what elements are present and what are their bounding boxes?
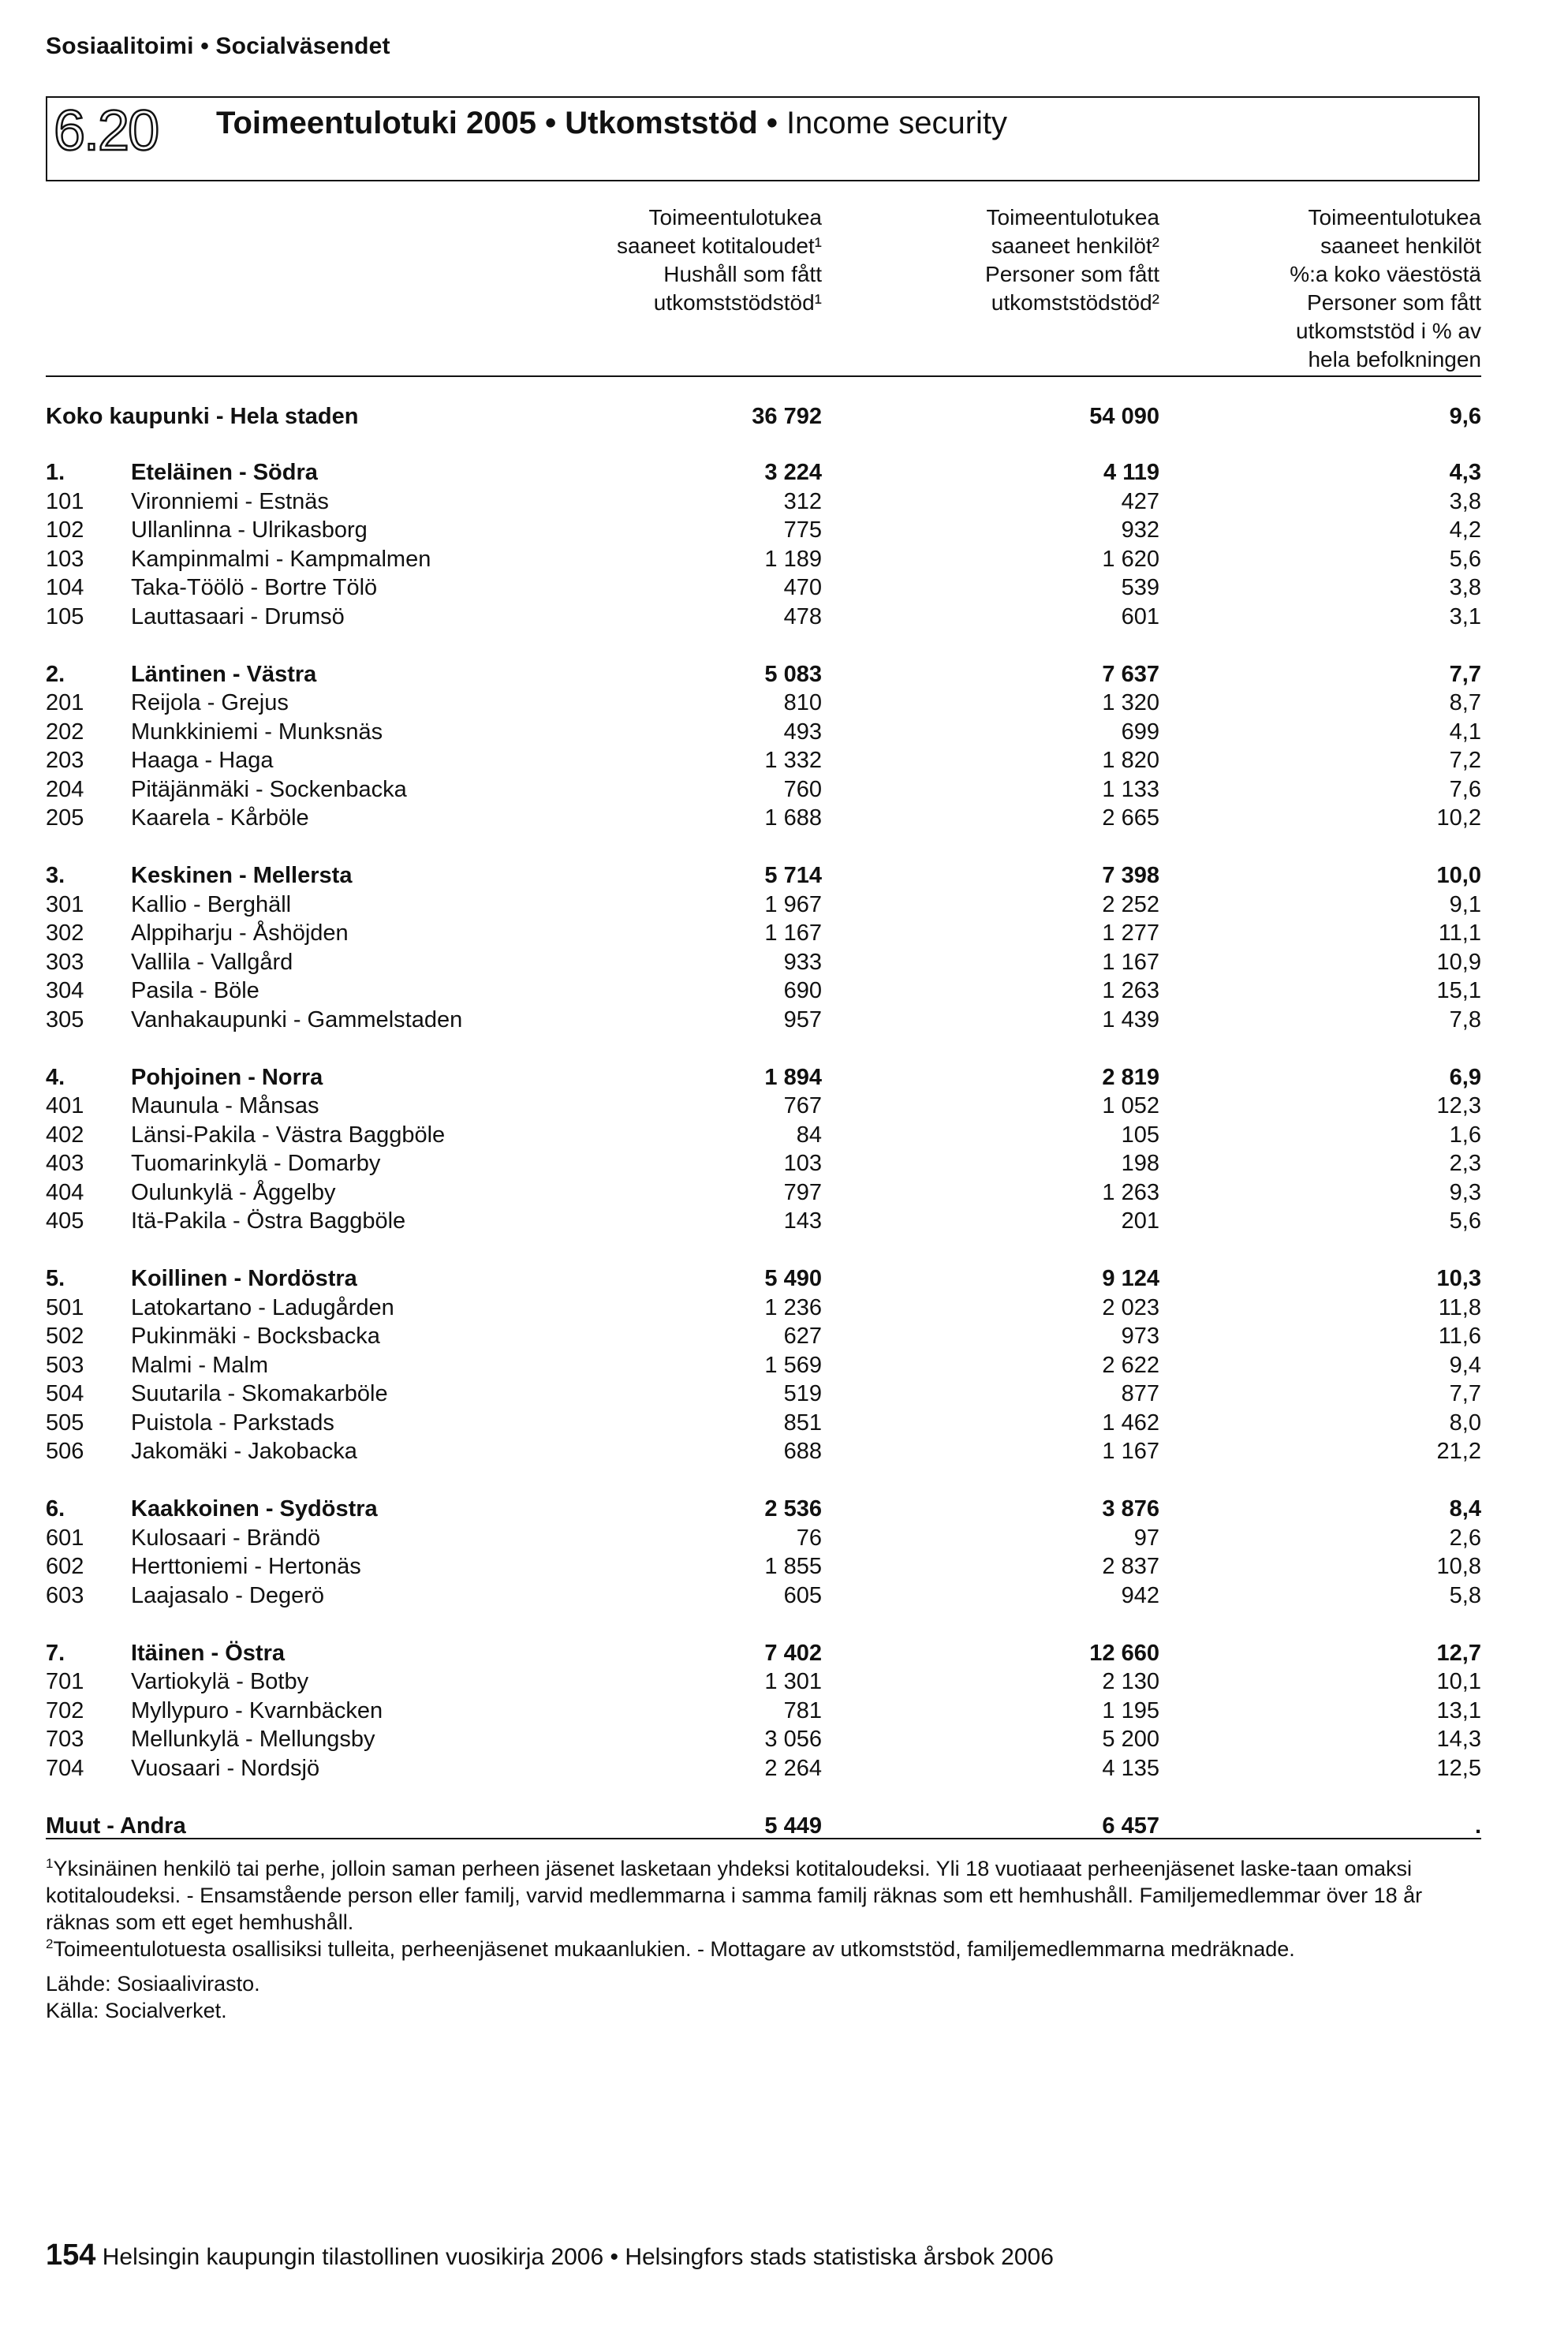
district-name: Kampinmalmi - Kampmalmen (131, 546, 431, 572)
households-value: 1 332 (764, 748, 822, 773)
district-name: Vironniemi - Estnäs (131, 488, 329, 514)
persons-value: 942 (1121, 1582, 1159, 1608)
table-bottom-rule (46, 1838, 1481, 1839)
column-header-line: saaneet henkilöt² (991, 233, 1159, 258)
table-row (0, 919, 1568, 947)
households-value: 470 (783, 575, 822, 600)
district-code: 6. (46, 1496, 65, 1522)
persons-value: 1 052 (1102, 1093, 1159, 1118)
percent-value: 12,7 (1436, 1640, 1481, 1666)
percent-value: 8,7 (1449, 690, 1481, 715)
table-row (0, 516, 1568, 544)
percent-value: 9,6 (1449, 404, 1481, 429)
households-value: 957 (783, 1006, 822, 1032)
persons-value: 105 (1121, 1122, 1159, 1148)
district-name: Eteläinen - Södra (131, 460, 318, 485)
district-name: Koko kaupunki - Hela staden (46, 404, 359, 429)
table-row (0, 746, 1568, 775)
persons-value: 7 398 (1102, 863, 1159, 888)
households-value: 1 189 (764, 546, 822, 572)
district-name: Läntinen - Västra (131, 661, 317, 687)
households-value: 5 083 (764, 661, 822, 687)
district-code: 602 (46, 1554, 84, 1579)
percent-value: 7,6 (1449, 776, 1481, 802)
persons-value: 1 320 (1102, 690, 1159, 715)
district-name: Muut - Andra (46, 1813, 186, 1839)
percent-value: 4,3 (1449, 460, 1481, 485)
district-code: 101 (46, 488, 84, 514)
district-code: 202 (46, 719, 84, 745)
table-row (0, 891, 1568, 919)
persons-value: 2 252 (1102, 891, 1159, 917)
table-row (0, 775, 1568, 804)
table-row (0, 603, 1568, 631)
households-value: 5 449 (764, 1813, 822, 1839)
persons-value: 427 (1121, 488, 1159, 514)
table-row (0, 1351, 1568, 1380)
section-header: Sosiaalitoimi • Socialväsendet (46, 33, 390, 59)
district-code: 404 (46, 1179, 84, 1205)
percent-value: 7,2 (1449, 748, 1481, 773)
footnote-text: Toimeentulotuesta osallisiksi tulleita, perheenjäsenet mukaanlukien. - Mottagare av utkomststöd, familjemedlemmarna medräknade. (53, 1937, 1295, 1961)
households-value: 143 (783, 1208, 822, 1234)
district-name: Puistola - Parkstads (131, 1410, 334, 1436)
percent-value: 10,0 (1436, 863, 1481, 888)
district-name: Malmi - Malm (131, 1352, 268, 1378)
district-name: Laajasalo - Degerö (131, 1582, 325, 1608)
footnote-1 (46, 1855, 1489, 1936)
district-code: 102 (46, 517, 84, 543)
households-value: 1 855 (764, 1554, 822, 1579)
percent-value: 2,3 (1449, 1151, 1481, 1176)
source-line-sv: Källa: Socialverket. (46, 1999, 227, 2022)
other-row (0, 1812, 1568, 1840)
column-header-line: Hushåll som fått (663, 262, 822, 286)
persons-value: 97 (1133, 1525, 1159, 1551)
persons-value: 877 (1121, 1381, 1159, 1406)
district-code: 5. (46, 1266, 65, 1291)
district-code: 505 (46, 1410, 84, 1436)
households-value: 76 (796, 1525, 822, 1551)
district-name: Vallila - Vallgård (131, 949, 293, 975)
column-header-line: %:a koko väestöstä (1290, 262, 1481, 286)
households-value: 103 (783, 1151, 822, 1176)
table-title (216, 106, 1007, 141)
percent-value: 6,9 (1449, 1064, 1481, 1090)
column-header-line: saaneet kotitaloudet¹ (617, 233, 822, 258)
group-row (0, 861, 1568, 890)
table-row (0, 976, 1568, 1005)
group-row (0, 660, 1568, 689)
persons-value: 6 457 (1102, 1813, 1159, 1839)
households-value: 84 (796, 1122, 822, 1148)
district-name: Vuosaari - Nordsjö (131, 1755, 320, 1781)
district-name: Pitäjänmäki - Sockenbacka (131, 776, 407, 802)
percent-value: 7,7 (1449, 1381, 1481, 1406)
footnote-text: Yksinäinen henkilö tai perhe, jolloin saman perheen jäsenet lasketaan yhdeksi kotitaloudeksi. Yli 18 vuotiaaat perheenjäsenet laske-taan omaksi kotitaloudeksi. - Ensamstående person eller familj, varvid medlemmarna i samma familj räknas som ett hemhushåll. Familjemedlemmar över 18 år räknas som ett eget hemhushåll. (46, 1857, 1423, 1934)
district-code: 704 (46, 1755, 84, 1781)
households-value: 851 (783, 1410, 822, 1436)
district-code: 2. (46, 661, 65, 687)
persons-value: 7 637 (1102, 661, 1159, 687)
table-title-bold: Toimeentulotuki 2005 • Utkomststöd • (216, 106, 778, 140)
households-value: 690 (783, 978, 822, 1003)
table-row (0, 948, 1568, 976)
persons-value: 1 277 (1102, 920, 1159, 946)
households-value: 1 894 (764, 1064, 822, 1090)
persons-value: 9 124 (1102, 1266, 1159, 1291)
table-row (0, 1380, 1568, 1408)
district-code: 201 (46, 690, 84, 715)
persons-value: 2 130 (1102, 1669, 1159, 1694)
households-value: 2 536 (764, 1496, 822, 1522)
column-header-line: saaneet henkilöt (1320, 233, 1481, 258)
table-row (0, 718, 1568, 746)
households-value: 7 402 (764, 1640, 822, 1666)
district-name: Pohjoinen - Norra (131, 1064, 323, 1090)
persons-value: 601 (1121, 603, 1159, 629)
persons-value: 5 200 (1102, 1727, 1159, 1752)
district-code: 104 (46, 575, 84, 600)
district-name: Keskinen - Mellersta (131, 863, 353, 888)
table-row (0, 1524, 1568, 1552)
group-row (0, 1063, 1568, 1092)
group-row (0, 1639, 1568, 1667)
percent-value: 11,1 (1438, 920, 1481, 946)
district-code: 402 (46, 1122, 84, 1148)
group-row (0, 458, 1568, 487)
households-value: 627 (783, 1324, 822, 1349)
district-code: 205 (46, 805, 84, 831)
district-name: Kulosaari - Brändö (131, 1525, 321, 1551)
persons-value: 4 119 (1103, 460, 1159, 485)
district-code: 1. (46, 460, 65, 485)
district-name: Reijola - Grejus (131, 690, 289, 715)
households-value: 36 792 (752, 404, 822, 429)
table-row (0, 1697, 1568, 1725)
district-code: 203 (46, 748, 84, 773)
table-row (0, 1725, 1568, 1753)
percent-value: 10,1 (1436, 1669, 1481, 1694)
district-code: 105 (46, 603, 84, 629)
percent-value: 14,3 (1436, 1727, 1481, 1752)
district-code: 501 (46, 1294, 84, 1320)
district-name: Kaarela - Kårböle (131, 805, 309, 831)
table-row (0, 1409, 1568, 1437)
district-code: 301 (46, 891, 84, 917)
table-row (0, 1207, 1568, 1235)
group-row (0, 1264, 1568, 1293)
district-code: 305 (46, 1006, 84, 1032)
district-code: 3. (46, 863, 65, 888)
district-code: 103 (46, 546, 84, 572)
percent-value: 3,1 (1449, 603, 1481, 629)
table-row (0, 1667, 1568, 1696)
persons-value: 1 263 (1102, 1179, 1159, 1205)
table-row (0, 1121, 1568, 1149)
district-code: 702 (46, 1697, 84, 1723)
persons-value: 198 (1121, 1151, 1159, 1176)
households-value: 775 (783, 517, 822, 543)
percent-value: 7,8 (1449, 1006, 1481, 1032)
percent-value: 5,6 (1449, 546, 1481, 572)
district-name: Itä-Pakila - Östra Baggböle (131, 1208, 406, 1234)
households-value: 605 (783, 1582, 822, 1608)
percent-value: 3,8 (1449, 488, 1481, 514)
percent-value: 5,8 (1449, 1582, 1481, 1608)
district-name: Kaakkoinen - Sydöstra (131, 1496, 378, 1522)
percent-value: 10,9 (1436, 949, 1481, 975)
households-value: 1 688 (764, 805, 822, 831)
district-code: 703 (46, 1727, 84, 1752)
table-row (0, 1294, 1568, 1322)
persons-value: 2 837 (1102, 1554, 1159, 1579)
column-header-line: utkomststöd i % av (1296, 319, 1481, 343)
percent-value: . (1474, 1813, 1481, 1839)
percent-value: 10,2 (1436, 805, 1481, 831)
district-name: Länsi-Pakila - Västra Baggböle (131, 1122, 446, 1148)
households-value: 5 490 (764, 1266, 822, 1291)
households-value: 5 714 (764, 863, 822, 888)
percent-value: 7,7 (1449, 661, 1481, 687)
percent-value: 3,8 (1449, 575, 1481, 600)
footnote-2 (46, 1936, 1489, 1962)
households-value: 3 224 (764, 460, 822, 485)
persons-value: 973 (1121, 1324, 1159, 1349)
percent-value: 10,3 (1436, 1266, 1481, 1291)
district-name: Kallio - Berghäll (131, 891, 292, 917)
source-note (46, 1970, 260, 2024)
persons-value: 2 665 (1102, 805, 1159, 831)
persons-value: 539 (1121, 575, 1159, 600)
table-title-box (46, 96, 1480, 181)
group-row (0, 1495, 1568, 1523)
district-name: Haaga - Haga (131, 748, 274, 773)
households-value: 781 (783, 1697, 822, 1723)
column-header-line: Toimeentulotukea (986, 205, 1159, 230)
district-name: Mellunkylä - Mellungsby (131, 1727, 375, 1752)
persons-value: 1 620 (1102, 546, 1159, 572)
table-row (0, 1006, 1568, 1034)
households-value: 760 (783, 776, 822, 802)
column-header-percent (1290, 204, 1481, 374)
district-code: 403 (46, 1151, 84, 1176)
district-code: 304 (46, 978, 84, 1003)
district-name: Munkkiniemi - Munksnäs (131, 719, 383, 745)
table-row (0, 1092, 1568, 1120)
households-value: 2 264 (764, 1755, 822, 1781)
households-value: 767 (783, 1093, 822, 1118)
column-header-line: Toimeentulotukea (1308, 205, 1481, 230)
district-code: 303 (46, 949, 84, 975)
persons-value: 1 133 (1102, 776, 1159, 802)
district-name: Koillinen - Nordöstra (131, 1266, 357, 1291)
percent-value: 9,1 (1449, 891, 1481, 917)
percent-value: 15,1 (1436, 978, 1481, 1003)
district-code: 504 (46, 1381, 84, 1406)
district-name: Alppiharju - Åshöjden (131, 920, 349, 946)
table-title-normal: Income security (777, 106, 1008, 140)
table-row (0, 1149, 1568, 1178)
households-value: 810 (783, 690, 822, 715)
column-header-line: utkomststödstöd¹ (653, 290, 822, 315)
district-code: 4. (46, 1064, 65, 1090)
column-header-line: Personer som fått (1307, 290, 1481, 315)
percent-value: 11,6 (1438, 1324, 1481, 1349)
persons-value: 54 090 (1089, 404, 1159, 429)
percent-value: 9,3 (1449, 1179, 1481, 1205)
table-row (0, 1322, 1568, 1350)
households-value: 1 301 (764, 1669, 822, 1694)
footer-text: Helsingin kaupungin tilastollinen vuosikirja 2006 • Helsingfors stads statistiska årsbok 2006 (102, 2244, 1054, 2270)
percent-value: 12,5 (1436, 1755, 1481, 1781)
percent-value: 12,3 (1436, 1093, 1481, 1118)
district-code: 401 (46, 1093, 84, 1118)
percent-value: 2,6 (1449, 1525, 1481, 1551)
percent-value: 4,1 (1449, 719, 1481, 745)
district-code: 502 (46, 1324, 84, 1349)
table-row (0, 487, 1568, 516)
percent-value: 11,8 (1438, 1294, 1481, 1320)
table-row (0, 1437, 1568, 1466)
percent-value: 13,1 (1436, 1697, 1481, 1723)
households-value: 312 (783, 488, 822, 514)
column-header-persons (985, 204, 1159, 317)
total-row (0, 402, 1568, 431)
footnote-mark: 1 (46, 1856, 54, 1871)
percent-value: 1,6 (1449, 1122, 1481, 1148)
percent-value: 8,0 (1449, 1410, 1481, 1436)
district-name: Lauttasaari - Drumsö (131, 603, 345, 629)
district-code: 506 (46, 1439, 84, 1464)
district-code: 601 (46, 1525, 84, 1551)
persons-value: 932 (1121, 517, 1159, 543)
households-value: 797 (783, 1179, 822, 1205)
district-name: Vanhakaupunki - Gammelstaden (131, 1006, 463, 1032)
column-header-line: hela befolkningen (1308, 347, 1481, 372)
persons-value: 2 819 (1102, 1064, 1159, 1090)
households-value: 1 967 (764, 891, 822, 917)
persons-value: 2 622 (1102, 1352, 1159, 1378)
table-row (0, 1178, 1568, 1207)
table-row (0, 689, 1568, 717)
district-name: Latokartano - Ladugården (131, 1294, 394, 1320)
district-code: 7. (46, 1640, 65, 1666)
households-value: 1 236 (764, 1294, 822, 1320)
district-name: Jakomäki - Jakobacka (131, 1439, 357, 1464)
district-name: Suutarila - Skomakarböle (131, 1381, 388, 1406)
percent-value: 4,2 (1449, 517, 1481, 543)
households-value: 933 (783, 949, 822, 975)
percent-value: 10,8 (1436, 1554, 1481, 1579)
district-name: Maunula - Månsas (131, 1093, 319, 1118)
persons-value: 4 135 (1102, 1755, 1159, 1781)
table-row (0, 1552, 1568, 1581)
page-number: 154 (46, 2239, 96, 2272)
district-name: Oulunkylä - Åggelby (131, 1179, 336, 1205)
footnote-mark: 2 (46, 1936, 54, 1951)
households-value: 1 167 (764, 920, 822, 946)
district-name: Taka-Töölö - Bortre Tölö (131, 575, 378, 600)
column-header-line: utkomststödstöd² (991, 290, 1159, 315)
persons-value: 12 660 (1089, 1640, 1159, 1666)
percent-value: 9,4 (1449, 1352, 1481, 1378)
persons-value: 1 439 (1102, 1006, 1159, 1032)
district-code: 603 (46, 1582, 84, 1608)
source-line-fi: Lähde: Sosiaalivirasto. (46, 1972, 260, 1996)
persons-value: 1 195 (1102, 1697, 1159, 1723)
table-row (0, 804, 1568, 832)
households-value: 478 (783, 603, 822, 629)
column-header-households (617, 204, 822, 317)
district-code: 302 (46, 920, 84, 946)
percent-value: 5,6 (1449, 1208, 1481, 1234)
column-header-line: Toimeentulotukea (648, 205, 822, 230)
table-row (0, 545, 1568, 573)
persons-value: 699 (1121, 719, 1159, 745)
persons-value: 201 (1121, 1208, 1159, 1234)
table-row (0, 573, 1568, 602)
households-value: 493 (783, 719, 822, 745)
persons-value: 3 876 (1102, 1496, 1159, 1522)
persons-value: 2 023 (1102, 1294, 1159, 1320)
persons-value: 1 167 (1102, 949, 1159, 975)
district-code: 503 (46, 1352, 84, 1378)
district-name: Tuomarinkylä - Domarby (131, 1151, 381, 1176)
percent-value: 21,2 (1436, 1439, 1481, 1464)
district-name: Itäinen - Östra (131, 1640, 285, 1666)
persons-value: 1 820 (1102, 748, 1159, 773)
district-name: Myllypuro - Kvarnbäcken (131, 1697, 383, 1723)
households-value: 3 056 (764, 1727, 822, 1752)
district-name: Vartiokylä - Botby (131, 1669, 309, 1694)
households-value: 688 (783, 1439, 822, 1464)
district-code: 701 (46, 1669, 84, 1694)
header-rule (46, 375, 1481, 377)
persons-value: 1 167 (1102, 1439, 1159, 1464)
table-row (0, 1581, 1568, 1610)
persons-value: 1 462 (1102, 1410, 1159, 1436)
district-name: Pukinmäki - Bocksbacka (131, 1324, 380, 1349)
footnotes (46, 1855, 1489, 1962)
households-value: 519 (783, 1381, 822, 1406)
district-name: Pasila - Böle (131, 978, 259, 1003)
persons-value: 1 263 (1102, 978, 1159, 1003)
district-code: 405 (46, 1208, 84, 1234)
district-code: 204 (46, 776, 84, 802)
page-footer (46, 2239, 1054, 2272)
district-name: Ullanlinna - Ulrikasborg (131, 517, 368, 543)
percent-value: 8,4 (1449, 1496, 1481, 1522)
district-name: Herttoniemi - Hertonäs (131, 1554, 361, 1579)
table-row (0, 1754, 1568, 1783)
table-number: 6.20 (54, 99, 159, 162)
column-header-line: Personer som fått (985, 262, 1159, 286)
households-value: 1 569 (764, 1352, 822, 1378)
